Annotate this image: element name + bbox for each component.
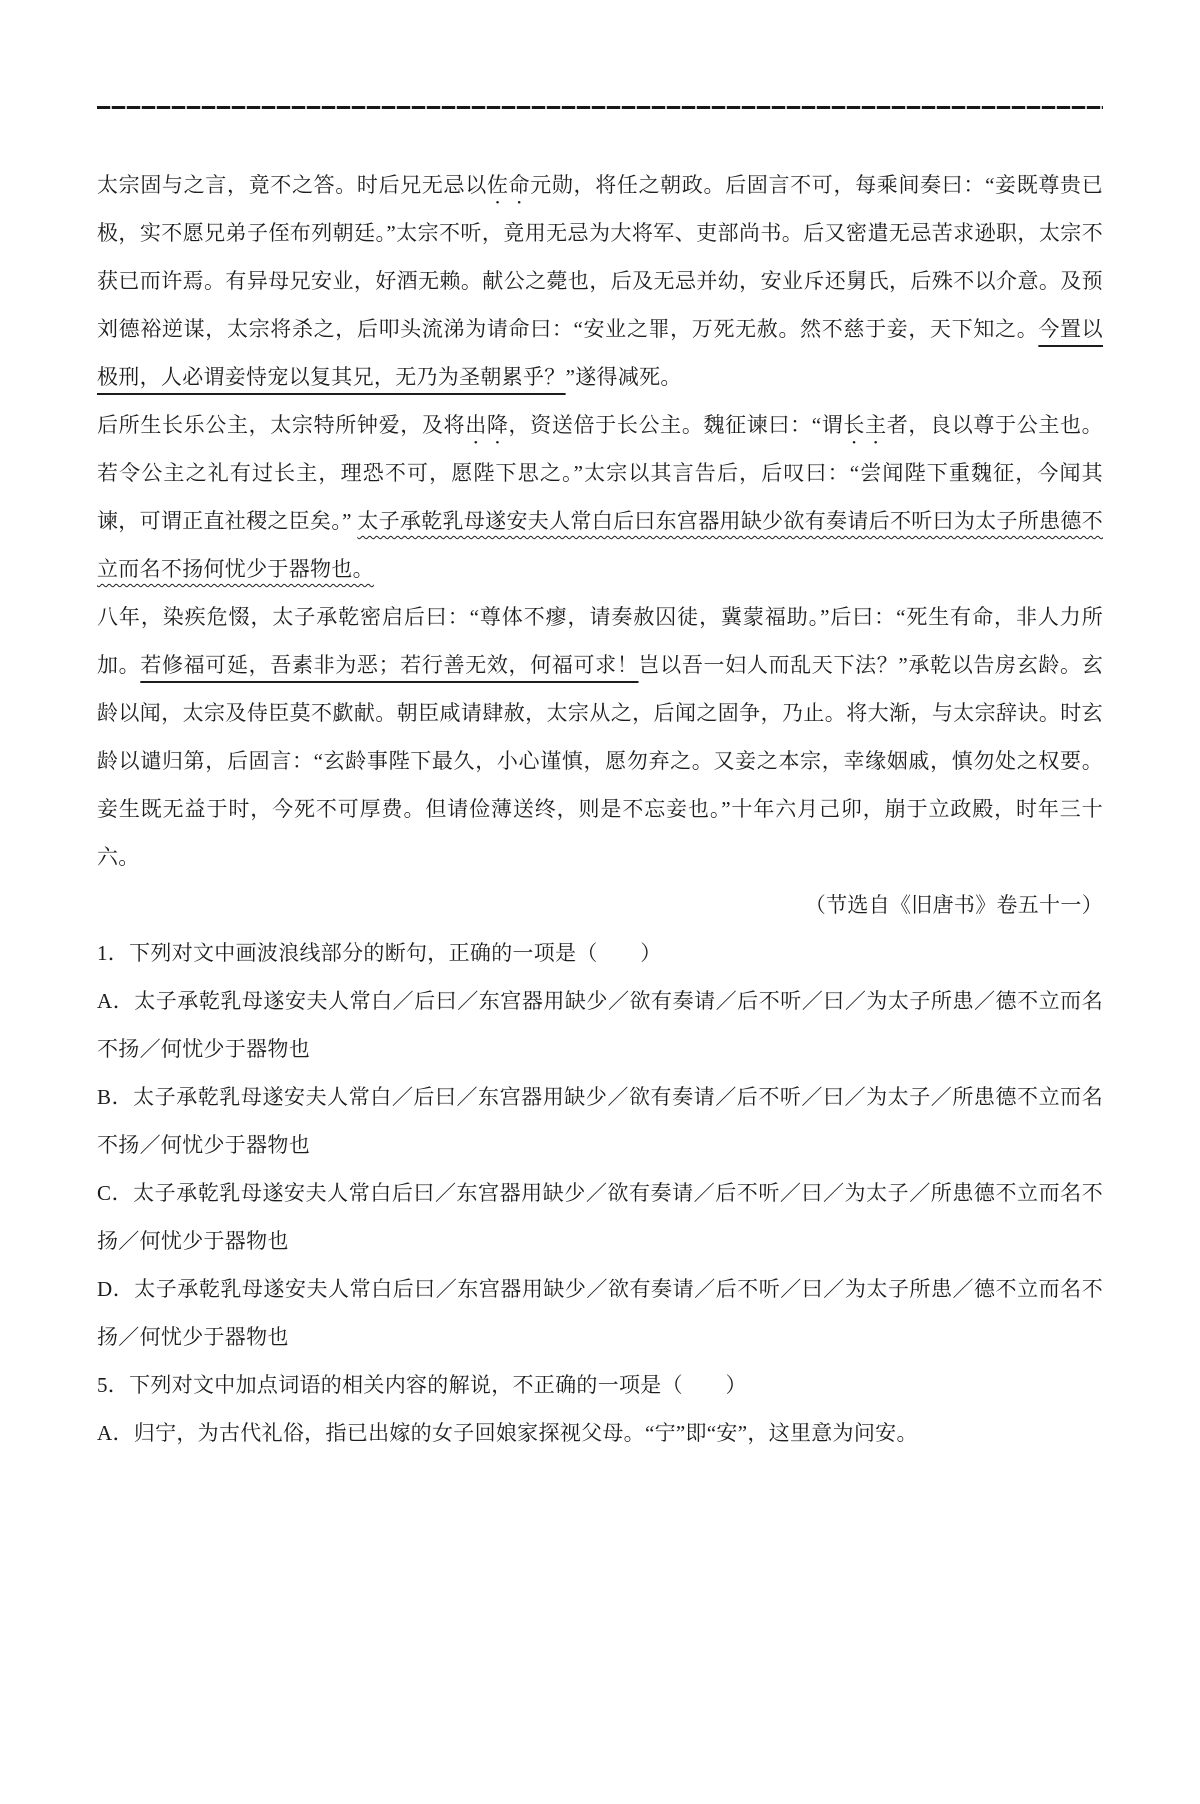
document-content (97, 161, 1103, 1457)
passage-paragraph (97, 401, 1103, 593)
document-page (0, 106, 1200, 1457)
text-run: 岂以吾一妇人而乱天下法？”承乾以告房玄龄。玄龄以闻，太宗及侍臣莫不歔献。朝臣咸请肆赦，太宗从之，后闻之固争，乃止。将大渐，与太宗辞诀。时玄龄以谴归第，后固言：“玄龄事陛下最久，小心谨慎，愿勿弃之。又妾之本宗，幸缘姻戚，慎勿处之权要。妾生既无益于时，今死不可厚费。但请俭薄送终，则是不忘妾也。”十年六月己卯，崩于立政殿，时年三十六。 (97, 653, 1103, 869)
text-run: 元勋，将任之朝政。后固言不可，每乘间奏曰：“妾既尊贵已极，实不愿兄弟子侄布列朝廷。”太宗不听，竟用无忌为大将军、吏部尚书。后又密遣无忌苦求逊职，太宗不获已而许焉。有异母兄安业，好酒无赖。献公之薨也，后及无忌并幼，安业斥还舅氏，后殊不以介意。及预刘德裕逆谋，太宗将杀之，后叩头流涕为请命曰：“安业之罪，万死无赦。然不慈于妾，天下知之。 (97, 173, 1103, 341)
dotted-emphasis-term: 长主 (843, 413, 887, 437)
answer-option-C: C．太子承乾乳母遂安夫人常白后曰／东宫器用缺少／欲有奏请／后不听／曰／为太子／所患德不立而名不扬／何忧少于器物也 (97, 1181, 1103, 1253)
answer-option-B: B．太子承乾乳母遂安夫人常白／后曰／东宫器用缺少／欲有奏请／后不听／曰／为太子／所患德不立而名不扬／何忧少于器物也 (97, 1085, 1103, 1157)
text-run: 后所生长乐公主，太宗特所钟爱，及将 (97, 413, 466, 437)
dotted-emphasis-term: 佐命 (486, 173, 531, 197)
text-run: 者，良以尊于公主也。若令公主之礼有过长主，理恐不可，愿陛下思之。”太宗以其言告后，后叹曰：“尝闻陛下重魏征，今闻其谏，可谓正直社稷之臣矣。” (97, 413, 1103, 533)
source-attribution: （节选自《旧唐书》卷五十一） (804, 893, 1103, 917)
question-stem: 1．下列对文中画波浪线部分的断句，正确的一项是（ ） (97, 941, 662, 965)
passage-container (97, 161, 1103, 881)
question-stem: 5．下列对文中加点词语的相关内容的解说，不正确的一项是（ ） (97, 1373, 747, 1397)
page-divider-line (97, 106, 1103, 109)
text-run: 太宗固与之言，竟不之答。时后兄无忌以 (97, 173, 487, 197)
underlined-clause: 若修福可延，吾素非为恶；若行善无效，何福可求！ (140, 653, 639, 677)
text-run: 八年，染疾危惙，太子承乾密启后曰：“尊体不瘳，请奏赦囚徒，冀蒙福助。”后曰：“死生有命，非人力所加。 (97, 605, 1103, 677)
underlined-clause: 今置以极刑，人必谓妾恃宠以复其兄，无乃为圣朝累乎？ (97, 317, 1103, 389)
passage-paragraph (97, 593, 1103, 881)
questions-container (97, 929, 1103, 1457)
wavy-underlined-clause: 太子承乾乳母遂安夫人常白后曰东宫器用缺少欲有奏请后不听曰为太子所患德不立而名不扬何忧少于器物也。 (97, 509, 1103, 581)
text-run: ”遂得减死。 (565, 365, 682, 389)
text-run: ，资送倍于长公主。魏征谏曰：“谓 (508, 413, 844, 437)
answer-option-A: A．太子承乾乳母遂安夫人常白／后曰／东宫器用缺少／欲有奏请／后不听／曰／为太子所患／德不立而名不扬／何忧少于器物也 (97, 989, 1103, 1061)
dotted-emphasis-term: 出降 (465, 413, 509, 437)
answer-option-A: A．归宁，为古代礼俗，指已出嫁的女子回娘家探视父母。“宁”即“安”，这里意为问安。 (97, 1421, 918, 1445)
answer-option-D: D．太子承乾乳母遂安夫人常白后曰／东宫器用缺少／欲有奏请／后不听／曰／为太子所患／德不立而名不扬／何忧少于器物也 (97, 1277, 1103, 1349)
passage-paragraph (97, 161, 1103, 401)
